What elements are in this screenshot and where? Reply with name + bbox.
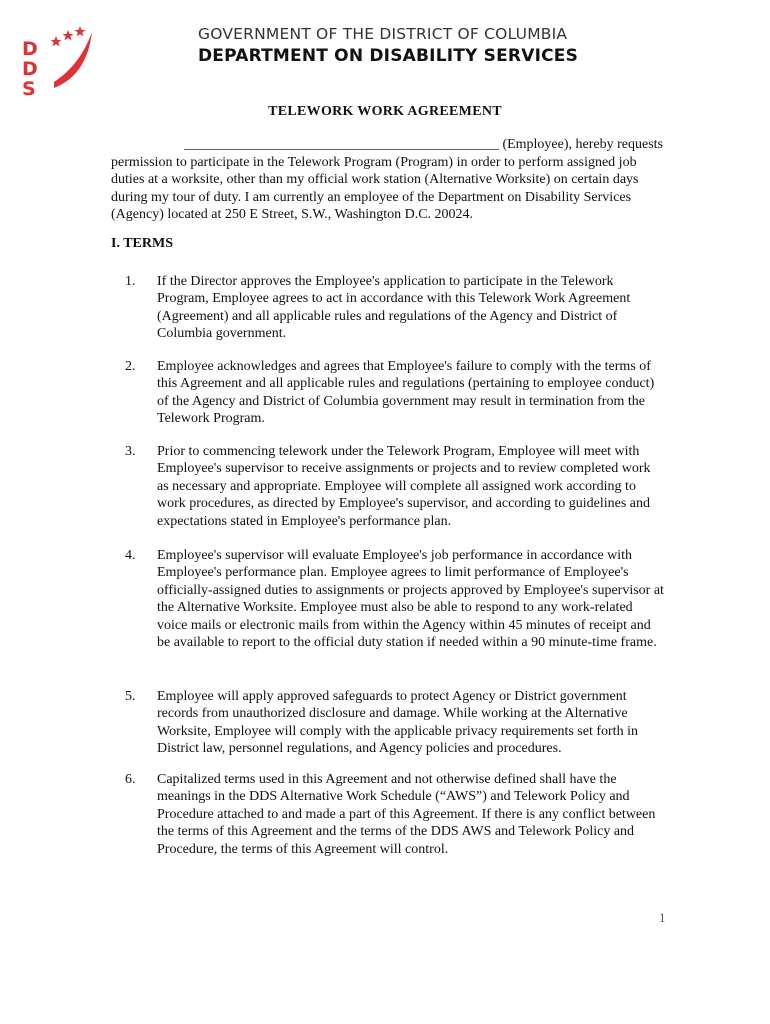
intro-first-line: _____________________________________________ (Employee), hereby requests xyxy=(183,137,663,152)
star-icon xyxy=(51,36,62,46)
logo-letter-d2: D xyxy=(22,58,38,80)
star-icon xyxy=(75,26,86,36)
term-text: Prior to commencing telework under the Telework Program, Employee will meet with Employee's supervisor to receive assignments or projects and to review completed work as necessary and appropriate. Employee will complete all assigned work according to work procedures, as directed by Employee's supervisor, and according to guidelines and expectations stated in Employee's performance plan. xyxy=(157,444,651,529)
term-text: If the Director approves the Employee's application to participate in the Telework Program, Employee agrees to act in accordance with this Telework Work Agreement (Agreement) and all applicable rules and regulations of the Agency and District of Columbia government. xyxy=(157,274,631,342)
logo-letter-s: S xyxy=(22,78,36,100)
intro-paragraph xyxy=(111,136,663,224)
term-number: 5. xyxy=(125,689,136,704)
dds-logo xyxy=(18,22,98,102)
department-line: DEPARTMENT ON DISABILITY SERVICES xyxy=(198,46,579,66)
term-text: Employee's supervisor will evaluate Employee's job performance in accordance with Employee's performance plan. Employee agrees to limit performance of Employee's officially-assigned duties to assignments or projects approved by Employee's supervisor at the Alternative Worksite. Employee must also be able to respond to any work-related voice mails or electronic mails from within the Agency within 45 minutes of receipt and be available to report to the official duty station if needed within a 90 minute-time frame. xyxy=(157,548,664,651)
term-number: 3. xyxy=(125,444,136,459)
intro-body: permission to participate in the Telework Program (Program) in order to perform assigned job duties at a worksite, other than my official work station (Alternative Worksite) on certain days during my tour of duty. I am currently an employee of the Department on Disability Services (Agency) located at 250 E Street, S.W., Washington D.C. 20024. xyxy=(111,154,639,222)
star-icon xyxy=(63,30,74,40)
page-number: 1 xyxy=(659,910,666,925)
term-item xyxy=(125,688,665,758)
term-text: Employee will apply approved safeguards to protect Agency or District government records from unauthorized disclosure and damage. While working at the Alternative Worksite, Employee will comply with the applicable privacy requirements set forth in District law, personnel regulations, and Agency policies and procedures. xyxy=(157,689,638,757)
term-text: Employee acknowledges and agrees that Employee's failure to comply with the terms of this Agreement and all applicable rules and regulations (pertaining to employee conduct) of the Agency and District of Columbia government may result in termination from the Telework Program. xyxy=(157,359,655,427)
term-item xyxy=(125,443,665,530)
term-number: 4. xyxy=(125,548,136,563)
term-number: 6. xyxy=(125,772,136,787)
government-line: GOVERNMENT OF THE DISTRICT OF COLUMBIA xyxy=(198,25,568,43)
section-heading-terms: I. TERMS xyxy=(111,236,173,251)
term-text: Capitalized terms used in this Agreement and not otherwise defined shall have the meanings in the DDS Alternative Work Schedule (“AWS”) and Telework Policy and Procedure attached to and made a part of this Agreement. If there is any conflict between the terms of this Agreement and the terms of the DDS AWS and Telework Policy and Procedure, the terms of this Agreement will control. xyxy=(157,772,656,857)
term-number: 1. xyxy=(125,274,136,289)
logo-letter-d1: D xyxy=(22,38,38,60)
term-number: 2. xyxy=(125,359,136,374)
document-title: TELEWORK WORK AGREEMENT xyxy=(268,104,502,119)
term-item xyxy=(125,358,665,428)
term-item xyxy=(125,273,665,343)
term-item xyxy=(125,771,665,858)
term-item xyxy=(125,547,665,651)
